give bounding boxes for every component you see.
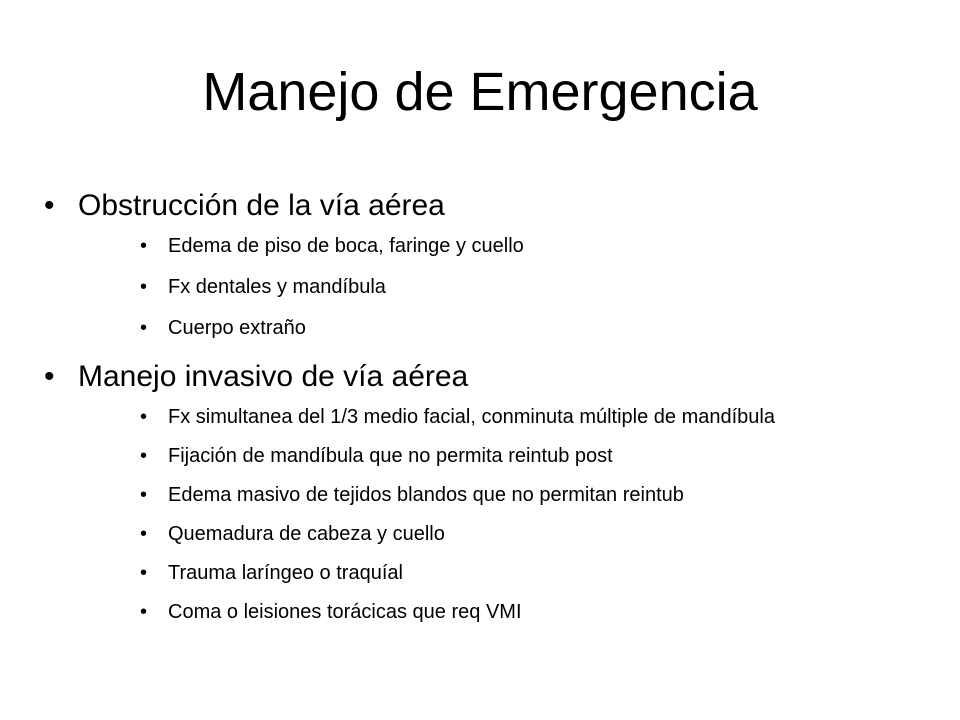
list-item-text: Fx dentales y mandíbula <box>168 276 386 298</box>
section-airway-obstruction <box>44 186 924 341</box>
list-item <box>44 483 924 508</box>
list-item-text: Coma o leisiones torácicas que req VMI <box>168 601 522 623</box>
slide-title: Manejo de Emergencia <box>202 62 758 122</box>
list-item-text: Edema de piso de boca, faringe y cuello <box>168 235 524 257</box>
list-item-text: Fx simultanea del 1/3 medio facial, conminuta múltiple de mandíbula <box>168 406 775 428</box>
bullet-icon: • <box>140 523 148 545</box>
list-item-text: Trauma laríngeo o traquíal <box>168 562 403 584</box>
sub-bullet-list <box>44 405 924 625</box>
section-heading-text: Manejo invasivo de vía aérea <box>78 360 469 393</box>
list-item <box>44 234 924 259</box>
list-item <box>44 522 924 547</box>
bullet-icon: • <box>140 601 148 623</box>
section-heading <box>44 186 924 226</box>
slide-content <box>44 186 924 639</box>
bullet-icon: • <box>140 562 148 584</box>
section-invasive-airway <box>44 357 924 625</box>
section-heading-text: Obstrucción de la vía aérea <box>78 189 445 222</box>
bullet-icon: • <box>140 406 148 428</box>
bullet-icon: • <box>44 360 55 393</box>
list-item-text: Fijación de mandíbula que no permita reintub post <box>168 445 613 467</box>
section-heading <box>44 357 924 397</box>
bullet-icon: • <box>140 317 148 339</box>
list-item-text: Quemadura de cabeza y cuello <box>168 523 445 545</box>
list-item <box>44 600 924 625</box>
list-item <box>44 444 924 469</box>
list-item-text: Cuerpo extraño <box>168 317 306 339</box>
list-item-text: Edema masivo de tejidos blandos que no permitan reintub <box>168 484 684 506</box>
list-item <box>44 561 924 586</box>
bullet-icon: • <box>140 445 148 467</box>
sub-bullet-list <box>44 234 924 341</box>
bullet-icon: • <box>140 235 148 257</box>
list-item <box>44 316 924 341</box>
bullet-icon: • <box>140 276 148 298</box>
list-item <box>44 405 924 430</box>
list-item <box>44 275 924 300</box>
bullet-icon: • <box>140 484 148 506</box>
bullet-icon: • <box>44 189 55 222</box>
